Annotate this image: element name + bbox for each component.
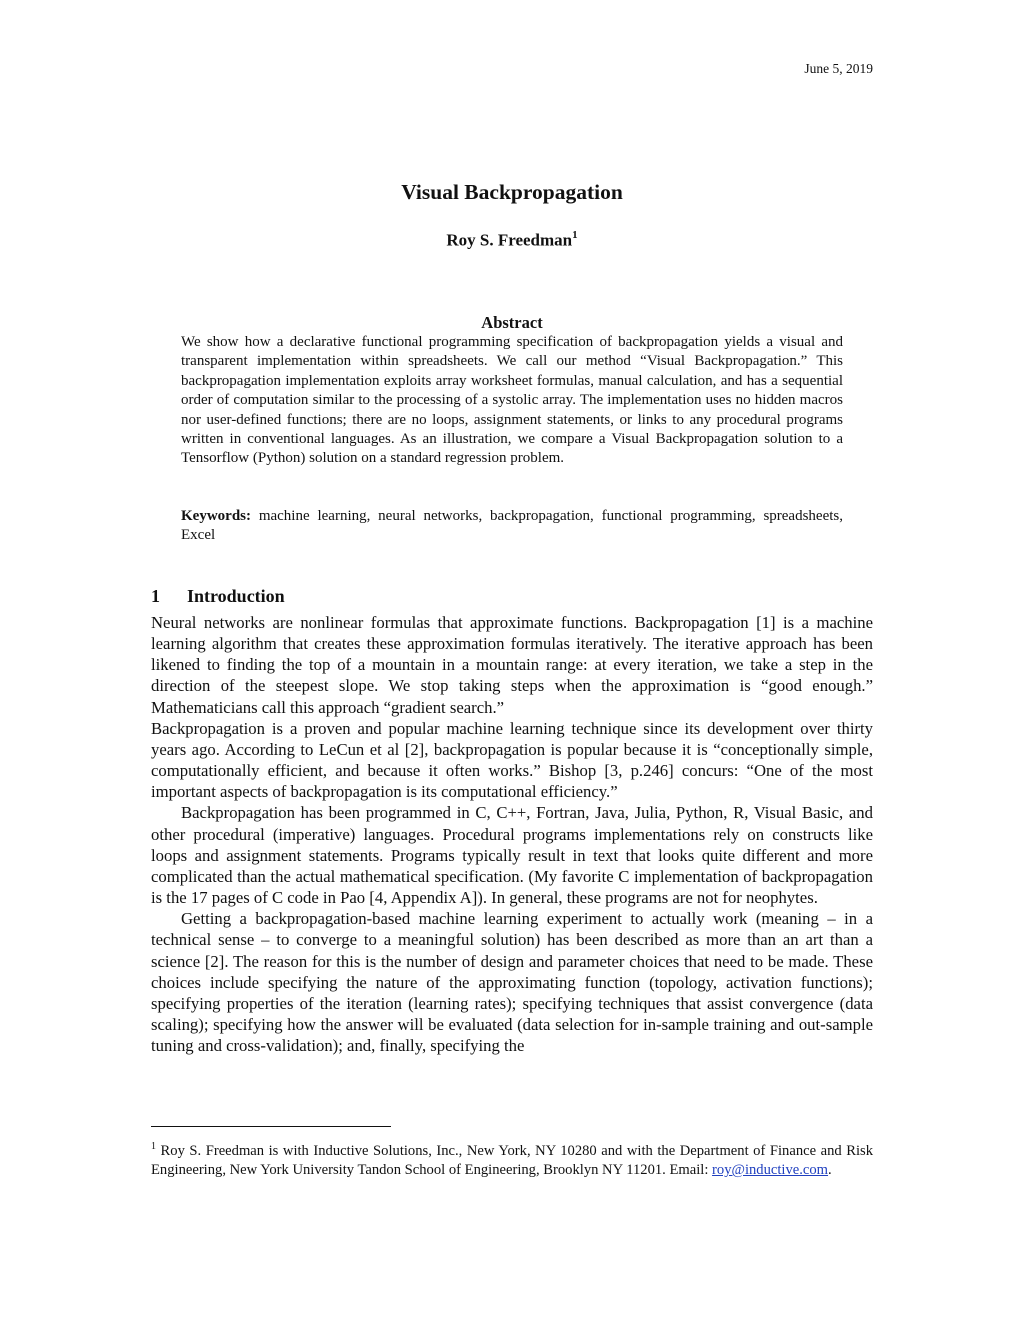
footnote-text: Roy S. Freedman is with Inductive Solutions, Inc., New York, NY 10280 and with the Department of Finance and Risk Engineering, New York University Tandon School of Engineering, Brooklyn NY 11201. Email: [151,1142,873,1179]
paragraph-4: Getting a backpropagation-based machine learning experiment to actually work (meaning – in a technical sense – to converge to a meaningful solution) has been described as more than an art than a science [2]. The reason for this is the number of design and parameter choices that need to be made. These choices include specifying the nature of the approximating function (topology, activation functions); specifying properties of the iteration (learning rates); specifying techniques that assist convergence (data scaling); specifying how the answer will be evaluated (data selection for in-sample training and out-sample tuning and cross-validation); and, finally, specifying the [151,909,873,1056]
footnote [151,1137,873,1180]
keywords-list: machine learning, neural networks, backpropagation, functional programming, spreadsheets, Excel [181,508,843,544]
paragraph-2: Backpropagation is a proven and popular machine learning technique since its development over thirty years ago. According to LeCun et al [2], backpropagation is popular because it is “conceptionally simple, computationally efficient, and because it often works.” Bishop [3, p.246] concurs: “One of the most important aspects of backpropagation is its computational efficiency.” [151,718,873,802]
email-link[interactable]: roy@inductive.com [712,1162,829,1179]
page-date: June 5, 2019 [804,61,873,76]
section-title: Introduction [187,586,285,606]
paragraph-3: Backpropagation has been programmed in C, C++, Fortran, Java, Julia, Python, R, Visual Basic, and other procedural (imperative) languages. Procedural programs implementations rely on constructs like loops and assignment statements. Programs typically result in text that looks quite different and more complicated than the actual mathematical specification. (My favorite C implementation of backpropagation is the 17 pages of C code in Pao [4, Appendix A]). In general, these programs are not for neophytes. [151,803,873,908]
section-heading [151,586,285,607]
paper-title: Visual Backpropagation [401,180,623,204]
paragraph-1: Neural networks are nonlinear formulas that approximate functions. Backpropagation [1] is a machine learning algorithm that creates these approximation formulas iteratively. The iterative approach has been likened to finding the top of a mountain in a mountain range: at every iteration, we take a step in the direction of the steepest slope. We stop taking steps when the approximation is “good enough.” Mathematicians call this approach “gradient search.” [151,613,873,717]
footnote-marker: 1 [151,1141,156,1152]
keywords [181,507,843,546]
section-body [151,612,873,1056]
footnote-divider [151,1126,391,1127]
author-name: Roy S. Freedman [446,230,573,250]
abstract-text: We show how a declarative functional programming specification of backpropagation yields a visual and transparent implementation within spreadsheets. We call our method “Visual Backpropagation.” This backpropagation implementation exploits array worksheet formulas, manual calculation, and has a sequential order of computation similar to the processing of a systolic array. The implementation uses no hidden macros nor user-defined functions; there are no loops, assignment statements, or links to any procedural programs written in conventional languages. As an illustration, we compare a Visual Backpropagation solution to a Tensorflow (Python) solution on a standard regression problem. [181,334,843,467]
author-line [0,230,1024,251]
author-footnote-marker[interactable]: 1 [572,229,578,241]
footnote-end: . [828,1162,832,1179]
abstract-heading: Abstract [481,313,543,332]
section-number: 1 [151,586,160,606]
keywords-label: Keywords: [181,508,251,524]
